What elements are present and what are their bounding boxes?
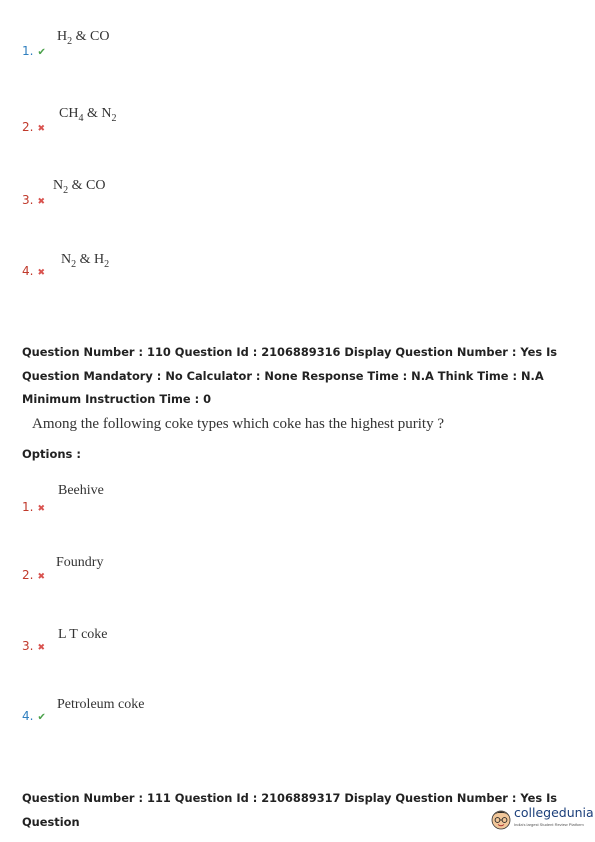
question-header: Question Number : 111 Question Id : 2106889317 Display Question Number : Yes Is Question — [22, 791, 558, 829]
cross-icon: ✖ — [37, 124, 45, 134]
option-number: 3. ✖ — [22, 193, 45, 207]
option-row — [0, 103, 595, 143]
option-number: 1. ✖ — [22, 500, 45, 514]
cross-icon: ✖ — [37, 504, 45, 514]
option-text: $N_2$ & $H_2$ — [61, 252, 110, 270]
option-number: 3. ✖ — [22, 639, 45, 653]
cross-icon: ✖ — [37, 643, 45, 653]
option-number: 1. ✔ — [22, 44, 46, 58]
mascot-icon — [490, 806, 512, 832]
cross-icon: ✖ — [37, 197, 45, 207]
option-row — [0, 696, 595, 736]
option-number: 2. ✖ — [22, 120, 45, 134]
option-row — [0, 625, 595, 665]
options-label: Options : — [22, 447, 81, 461]
option-text: Beehive — [58, 483, 104, 498]
cross-icon: ✖ — [37, 268, 45, 278]
question-header: Question Number : 110 Question Id : 2106889316 Display Question Number : Yes Is Question Mandatory : No Calculator : None Response Time : N.A Think Time : N.A Minimum Instruction Time : 0 — [22, 345, 558, 406]
option-text: $CH_4$ & $N_2$ — [59, 106, 117, 124]
option-row — [0, 553, 595, 593]
option-number: 4. ✖ — [22, 264, 45, 278]
option-row — [0, 175, 595, 215]
check-icon: ✔ — [37, 712, 46, 723]
option-number: 4. ✔ — [22, 709, 46, 723]
option-text: L T coke — [58, 627, 108, 642]
option-row — [0, 26, 595, 66]
option-row — [0, 481, 595, 521]
question-text: Among the following coke types which coke has the highest purity ? — [32, 416, 444, 432]
option-text: $H_2$ & CO — [57, 29, 110, 47]
option-text: $N_2$ & CO — [53, 178, 106, 196]
check-icon: ✔ — [37, 47, 46, 58]
logo-name: collegedunia — [514, 805, 594, 820]
option-number: 2. ✖ — [22, 568, 45, 582]
option-text: Petroleum coke — [57, 697, 145, 712]
option-row — [0, 249, 595, 289]
logo-tagline: India's largest Student Review Platform — [514, 822, 584, 827]
cross-icon: ✖ — [37, 572, 45, 582]
option-text: Foundry — [56, 555, 104, 570]
collegedunia-logo — [490, 802, 594, 836]
